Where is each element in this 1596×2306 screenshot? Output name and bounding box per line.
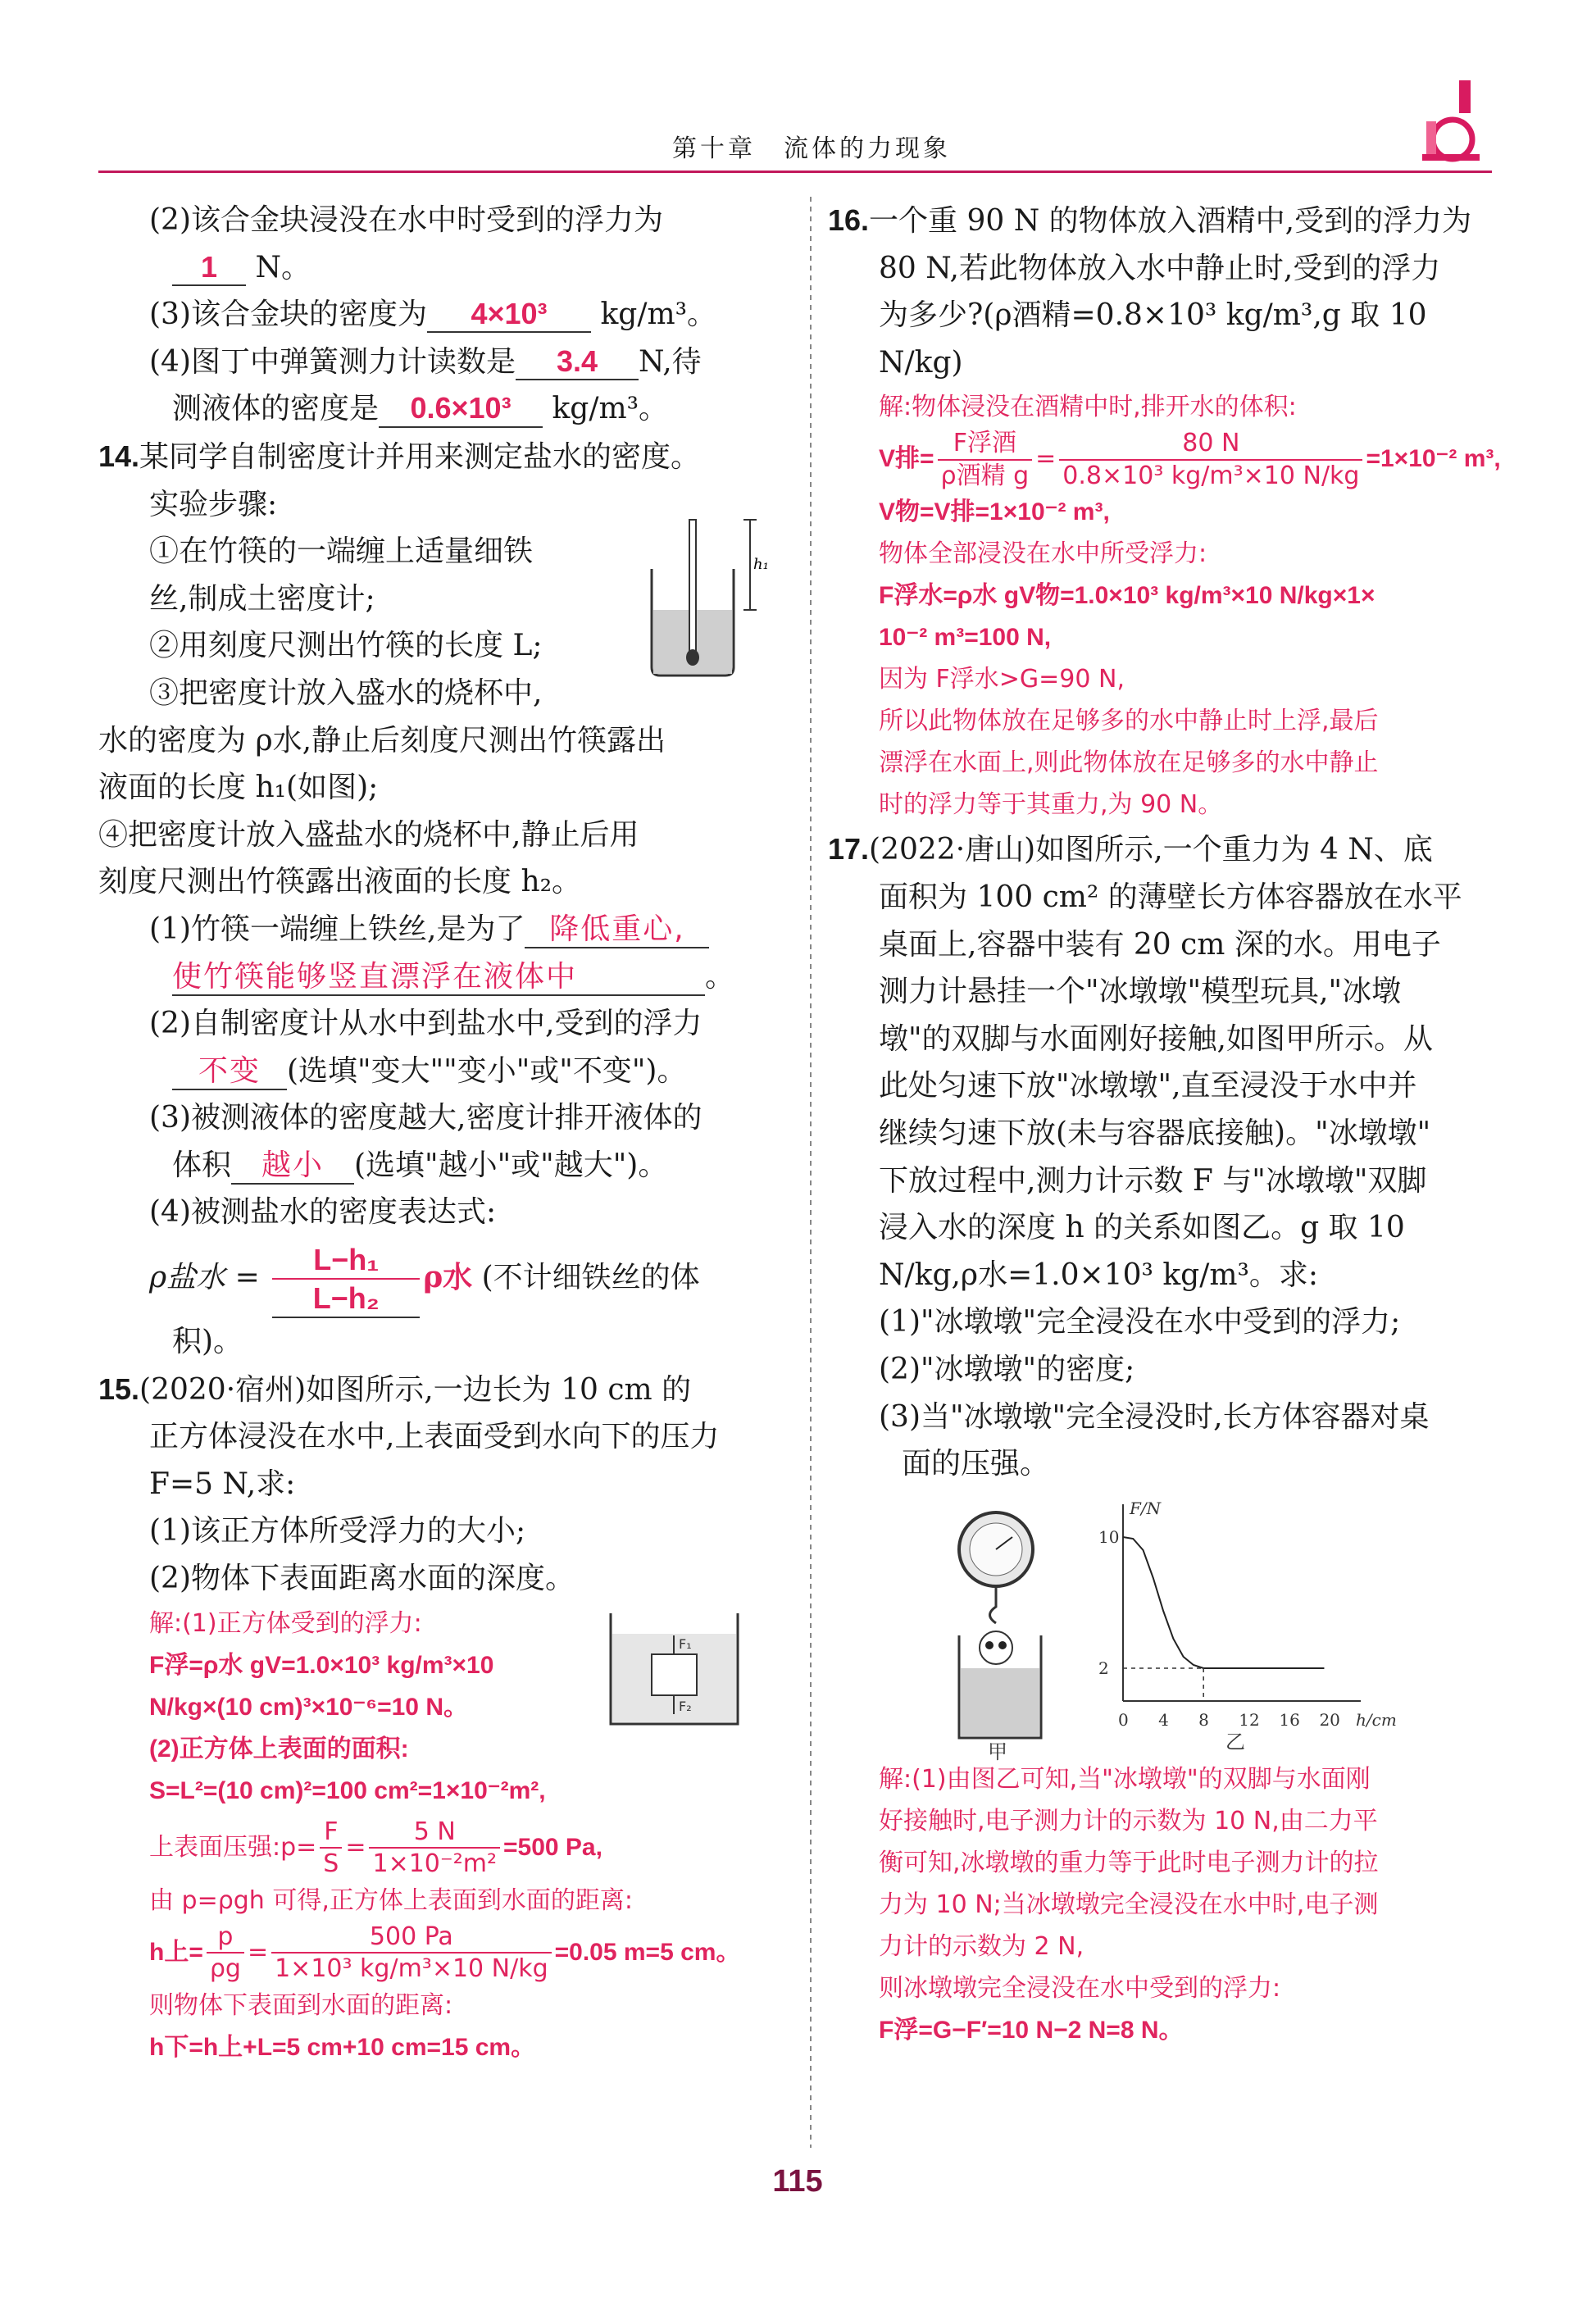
fig-h1-label: h₁: [753, 556, 769, 574]
svg-text:F₂: F₂: [679, 1698, 692, 1714]
q17-figures: [828, 1488, 1508, 1763]
q14-steps: ①在竹筷的一端缠上适量细铁 丝,制成土密度计; ②用刻度尺测出竹筷的长度 L; ③把密度计放入盛水的烧杯中, h₁: [98, 528, 787, 716]
q14-stem: 14.某同学自制密度计并用来测定盐水的密度。: [98, 439, 701, 474]
spring-scale-figure: [951, 1504, 1049, 1763]
x-axis-label: h/cm: [1356, 1709, 1397, 1730]
x-tick-label: 4: [1158, 1709, 1169, 1730]
q13-part4: (4)图丁中弹簧测力计读数是 3.4 N,待: [98, 339, 787, 386]
q14-answer-3: 越小: [231, 1148, 354, 1185]
header-rule: [98, 171, 1492, 173]
y-tick-label: 2: [1098, 1658, 1109, 1678]
q13-answer-2: 1: [172, 249, 246, 286]
series-line-F: [1123, 1537, 1324, 1668]
q13-part3: (3)该合金块的密度为 4×10³ kg/m³。: [98, 291, 787, 339]
q13-answer-3: 4×10³: [427, 296, 591, 333]
chapter-title: 第十章 流体的力现象: [672, 134, 951, 163]
right-column: 16.一个重 90 N 的物体放入酒精中,受到的浮力为 80 N,若此物体放入水中静止时,受到的浮力 为多少?(ρ酒精=0.8×10³ kg/m³,g 取 10 N/kg) 解:物体浸没在酒精中时,排开水的体积: V排= $\frac{\text{F浮酒}}{\text{ρ酒精 g}}$ = $\frac{80 N}{\text{0.8×10³ kg/m³×10 N/kg}}$ =1×10⁻² m³, V物=V排=1×10⁻² m³, 物体全部浸没在水中所受浮力: F浮水=ρ水 gV物=1.0×10³ kg/m³×10 N/kg×1× 10⁻² m³=100 N, 因为 F浮水>G=90 N, 所以此物体放在足够多的水中静止时上浮,最后 漂浮在水面上,则此物体放在足够多的水中静止 时的浮力等于其重力,为 90 N。 17.(2022·唐山)如图所示,一个重力为 4 N、底 面积为 100 cm² 的薄壁长方体容器放在水平 桌面上,容器中装有 20 cm 深的水。用电子 测力计悬挂一个"冰墩墩"模型玩具,"冰墩 墩"的双脚与水面刚好接触,如图甲所示。从 此处匀速下放"冰墩墩",直至浸没于水中并 继续匀速下放(未与容器底接触)。"冰墩墩" 下放过程中,测力计示数 F 与"冰墩墩"双脚 浸入水的深度 h 的关系如图乙。g 取 10 N/kg,ρ水=1.0×10³ kg/m³。求: (1)"冰墩墩"完全浸没在水中受到的浮力; (2)"冰墩墩"的密度; (3)当"冰墩墩"完全浸没时,长方体容器对桌 面的压强。 甲 h/cm F/N 0 4 8 12 16 20 2 10 乙 解:(1)由图乙可知,当"冰墩墩"的双脚与水面刚 好接触时,电子测力计的示数为 10 N,由二力平 衡可知,冰墩墩的重力等于此时电子测力计的拉 力为 10 N;当冰墩墩完全浸没在水中时,电子测 力计的示数为 2 N, 则冰墩墩完全浸没在水中受到的浮力: F浮=G−F′=10 N−2 N=8 N。: [828, 197, 1508, 2051]
q14-answer-1b: 使竹筷能够竖直漂浮在液体中: [172, 959, 705, 996]
q17-stem: 17.(2022·唐山)如图所示,一个重力为 4 N、底: [828, 832, 1433, 867]
x-tick-label: 12: [1239, 1709, 1260, 1730]
y-tick-label: 10: [1098, 1526, 1120, 1547]
q16-stem: 16.一个重 90 N 的物体放入酒精中,受到的浮力为: [828, 203, 1472, 238]
lab-flask-icon: [1418, 74, 1492, 164]
x-tick-label: 8: [1198, 1709, 1209, 1730]
fig-yi-label: 乙: [1225, 1730, 1245, 1753]
cube-in-water-figure: [607, 1609, 746, 1732]
page-header: [98, 123, 1459, 172]
q15-stem: 15.(2020·宿州)如图所示,一边长为 10 cm 的: [98, 1371, 692, 1407]
left-column: (2)该合金块浸没在水中时受到的浮力为 1 N。 (3)该合金块的密度为 4×10³ kg/m³。 (4)图丁中弹簧测力计读数是 3.4 N,待 测液体的密度是 0.6×10³ kg/m³。 14.某同学自制密度计并用来测定盐水的密度。 实验步骤: ①在竹筷的一端缠上适量细铁 丝,制成土密度计; ②用刻度尺测出竹筷的长度 L; ③把密度计放入盛水的烧杯中, h₁ 水的密度为 ρ水,静止后刻度尺测出竹筷露出 液面的长度 h₁(如图); ④把密度计放入盛盐水的烧杯中,静止后用 刻度尺测出竹筷露出液面的长度 h₂。 (1)竹筷一端缠上铁丝,是为了 降低重心, 使竹筷能够竖直漂浮在液体中 。 (2)自制密度计从水中到盐水中,受到的浮力 不变 (选填"变大""变小"或"不变")。 (3)被测液体的密度越大,密度计排开液体的 体积 越小 (选填"越小"或"越大")。 (4)被测盐水的密度表达式: ρ盐水 = $\frac{\text{L−h₁}}{\text{L−h₂}}$ ρ水 (不计细铁丝的体 积)。 15.(2020·宿州)如图所示,一边长为 10 cm 的 正方体浸没在水中,上表面受到水向下的压力 F=5 N,求: (1)该正方体所受浮力的大小; (2)物体下表面距离水面的深度。 F₁ F₂ 解:(1)正方体受到的浮力: F浮=ρ水 gV=1.0×10³ kg/m³×10 N/kg×(10 cm)³×10⁻⁶=10 N。 (2)正方体上表面的面积: S=L²=(10 cm)²=100 cm²=1×10⁻²m², 上表面压强:p= $\frac{F}{S}$ = $\frac{5 N}{\text{1×10⁻²m²}}$ =500 Pa, 由 p=ρgh 可得,正方体上表面到水面的距离: h上= $\frac{p}{\rho g}$ = $\frac{500 Pa}{\text{1×10³ kg/m³×10 N/kg}}$ =0.05 m=5 cm。 则物体下表面到水面的距离: h下=h上+L=5 cm+10 cm=15 cm。: [98, 197, 787, 2068]
q14-answer-4-num: L−h₁: [272, 1241, 420, 1280]
x-tick-label: 20: [1319, 1709, 1340, 1730]
q14-answer-4-den: L−h₂: [312, 1281, 380, 1316]
beaker-densitometer-figure: [643, 520, 775, 684]
column-divider: [810, 197, 812, 2148]
q14-answer-1a: 降低重心,: [525, 912, 709, 948]
force-depth-chart: [1090, 1498, 1397, 1753]
page-number: 115: [772, 2164, 823, 2199]
q14-answer-2: 不变: [172, 1053, 287, 1090]
q17-solution: 解:(1)由图乙可知,当"冰墩墩"的双脚与水面刚 好接触时,电子测力计的示数为 10 N,由二力平 衡可知,冰墩墩的重力等于此时电子测力计的拉 力为 10 N;当冰墩墩完全浸没在水中时,电子测 力计的示数为 2 N, 则冰墩墩完全浸没在水中受到的浮力: F浮=G−F′=10 N−2 N=8 N。: [879, 1764, 1379, 2044]
q13-answer-4b: 0.6×10³: [379, 390, 543, 427]
q13-part2: (2)该合金块浸没在水中时受到的浮力为: [149, 203, 663, 237]
svg-text:F₁: F₁: [679, 1635, 692, 1652]
q16-solution: 解:物体浸没在酒精中时,排开水的体积: V排= $\frac{\text{F浮酒}}{\text{ρ酒精 g}}$ = $\frac{80 N}{\text{0.8×10³ kg/m³×10 N/kg}}$ =1×10⁻² m³, V物=V排=1×10⁻² m³, 物体全部浸没在水中所受浮力: F浮水=ρ水 gV物=1.0×10³ kg/m³×10 N/kg×1× 10⁻² m³=100 N, 因为 F浮水>G=90 N, 所以此物体放在足够多的水中静止时上浮,最后 漂浮在水面上,则此物体放在足够多的水中静止 时的浮力等于其重力,为 90 N。: [879, 393, 1501, 820]
fig-jia-label: 甲: [988, 1740, 1007, 1763]
y-axis-label: F/N: [1130, 1498, 1162, 1518]
q15-solution: F₁ F₂ 解:(1)正方体受到的浮力: F浮=ρ水 gV=1.0×10³ kg/m³×10 N/kg×(10 cm)³×10⁻⁶=10 N。 (2)正方体上表面的面积: S=L²=(10 cm)²=100 cm²=1×10⁻²m², 上表面压强:p= $\frac{F}{S}$ = $\frac{5 N}{\text{1×10⁻²m²}}$ =500 Pa, 由 p=ρgh 可得,正方体上表面到水面的距离: h上= $\frac{p}{\rho g}$ = $\frac{500 Pa}{\text{1×10³ kg/m³×10 N/kg}}$ =0.05 m=5 cm。 则物体下表面到水面的距离: h下=h上+L=5 cm+10 cm=15 cm。: [98, 1603, 787, 2068]
x-tick-label: 0: [1118, 1709, 1129, 1730]
q13-answer-4a: 3.4: [516, 343, 639, 380]
x-tick-label: 16: [1279, 1709, 1300, 1730]
